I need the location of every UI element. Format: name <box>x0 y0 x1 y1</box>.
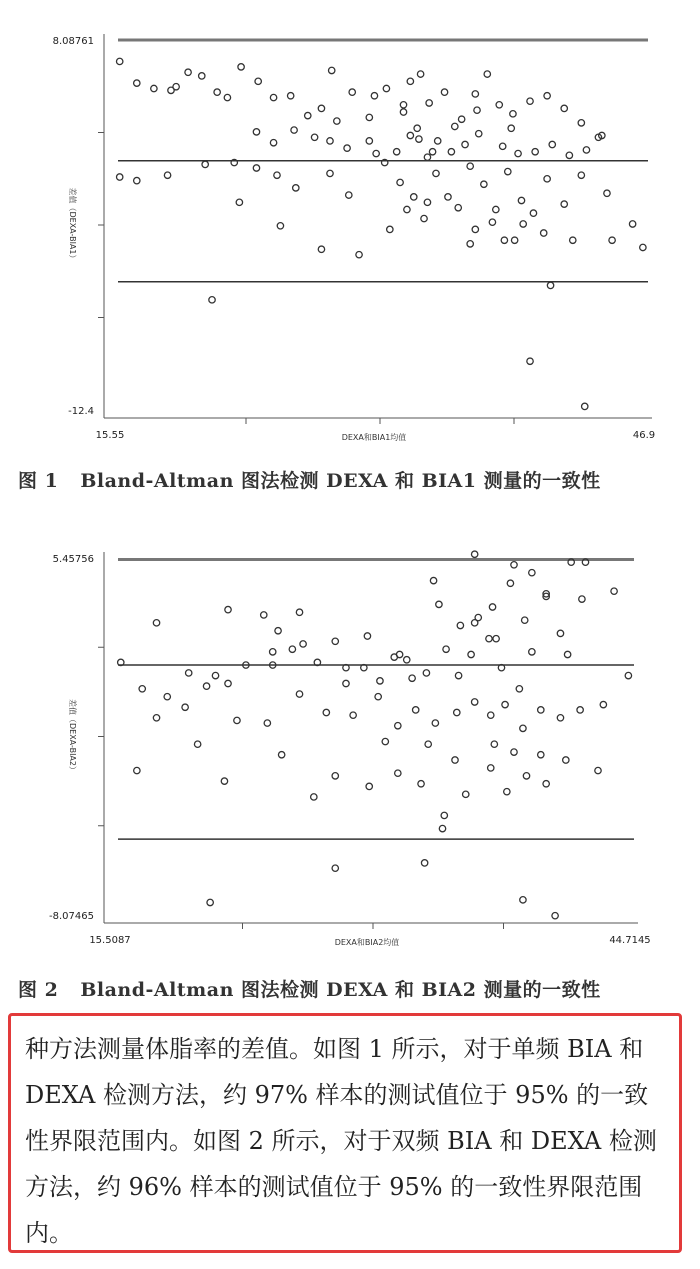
data-point <box>561 201 567 207</box>
data-point <box>523 773 529 779</box>
data-point <box>225 680 231 686</box>
data-point <box>404 657 410 663</box>
data-point <box>289 646 295 652</box>
data-point <box>486 635 492 641</box>
data-point <box>343 680 349 686</box>
data-point <box>414 125 420 131</box>
data-point <box>600 701 606 707</box>
data-point <box>489 604 495 610</box>
data-point <box>327 138 333 144</box>
data-point <box>164 172 170 178</box>
data-point <box>349 89 355 95</box>
data-point <box>382 738 388 744</box>
data-point <box>395 770 401 776</box>
figure-1-number: 图 1 <box>18 470 59 492</box>
data-point <box>261 612 267 618</box>
data-point <box>318 105 324 111</box>
data-point <box>570 237 576 243</box>
data-point <box>435 138 441 144</box>
data-point <box>334 118 340 124</box>
data-point <box>544 176 550 182</box>
data-point <box>407 78 413 84</box>
data-point <box>323 709 329 715</box>
data-point <box>383 85 389 91</box>
data-point <box>311 794 317 800</box>
data-point <box>529 570 535 576</box>
data-point <box>515 150 521 156</box>
data-point <box>344 145 350 151</box>
data-point <box>134 80 140 86</box>
data-point <box>311 134 317 140</box>
data-point <box>547 282 553 288</box>
data-point <box>507 580 513 586</box>
data-point <box>520 221 526 227</box>
data-point <box>511 237 517 243</box>
data-point <box>356 251 362 257</box>
data-point <box>225 606 231 612</box>
data-point <box>291 127 297 133</box>
data-point <box>182 704 188 710</box>
data-point <box>407 132 413 138</box>
data-point <box>527 98 533 104</box>
data-point <box>564 651 570 657</box>
data-point <box>452 757 458 763</box>
data-point <box>203 683 209 689</box>
data-point <box>426 100 432 106</box>
data-point <box>557 715 563 721</box>
data-point <box>499 143 505 149</box>
data-point <box>471 551 477 557</box>
data-point <box>481 181 487 187</box>
data-point <box>400 102 406 108</box>
data-point <box>350 712 356 718</box>
data-point <box>300 641 306 647</box>
data-point <box>329 67 335 73</box>
data-point <box>116 174 122 180</box>
data-point <box>332 638 338 644</box>
data-point <box>518 197 524 203</box>
x-axis-title: DEXA和BIA1均值 <box>341 433 407 442</box>
data-point <box>511 749 517 755</box>
data-point <box>472 226 478 232</box>
y-axis-title: 差值（DEXA-BIA1） <box>68 187 77 263</box>
figure-2-caption <box>18 975 601 1002</box>
data-point <box>417 71 423 77</box>
x-axis-title: DEXA和BIA2均值 <box>334 938 400 947</box>
data-point <box>493 206 499 212</box>
data-point <box>561 105 567 111</box>
data-point <box>411 194 417 200</box>
data-point <box>199 73 205 79</box>
figure-2-title: Bland-Altman 图法检测 DEXA 和 BIA2 测量的一致性 <box>80 979 601 1001</box>
data-point <box>412 707 418 713</box>
data-point <box>538 707 544 713</box>
data-point <box>640 244 646 250</box>
data-point <box>455 672 461 678</box>
data-point <box>488 765 494 771</box>
chart-2-plot <box>0 530 700 970</box>
data-point <box>471 699 477 705</box>
data-point <box>332 773 338 779</box>
data-point <box>327 170 333 176</box>
data-point <box>463 791 469 797</box>
body-paragraph: 种方法测量体脂率的差值。如图 1 所示，对于单频 BIA 和 DEXA 检测方法，约 97% 样本的测试值位于 95% 的一致性界限范围内。如图 2 所示，对于双频 BIA 和 DEXA 检测方法，约 96% 样本的测试值位于 95% 的一致性界限范围内。 <box>25 1035 657 1247</box>
data-point <box>366 114 372 120</box>
data-point <box>366 138 372 144</box>
data-point <box>433 170 439 176</box>
data-point <box>224 94 230 100</box>
figure-1-caption <box>18 466 601 493</box>
data-point <box>544 93 550 99</box>
bland-altman-chart-2 <box>0 530 700 1010</box>
data-point <box>409 675 415 681</box>
data-point <box>425 741 431 747</box>
x-tick-label-left: 15.55 <box>95 430 125 441</box>
y-tick-label-top: 5.45756 <box>52 554 94 565</box>
data-point <box>153 715 159 721</box>
data-point <box>452 123 458 129</box>
data-point <box>375 694 381 700</box>
data-point <box>457 622 463 628</box>
data-point <box>429 149 435 155</box>
data-point <box>207 899 213 905</box>
data-point <box>234 717 240 723</box>
data-point <box>502 701 508 707</box>
data-point <box>346 192 352 198</box>
data-point <box>579 596 585 602</box>
data-point <box>522 617 528 623</box>
data-point <box>488 712 494 718</box>
data-point <box>530 210 536 216</box>
data-point <box>577 707 583 713</box>
data-point <box>194 741 200 747</box>
data-point <box>400 109 406 115</box>
data-point <box>445 194 451 200</box>
data-point <box>424 199 430 205</box>
data-point <box>395 723 401 729</box>
data-point <box>387 226 393 232</box>
data-point <box>305 112 311 118</box>
data-point <box>439 825 445 831</box>
data-point <box>432 720 438 726</box>
data-point <box>277 223 283 229</box>
data-point <box>543 781 549 787</box>
x-tick-label-right: 44.7145 <box>609 935 651 946</box>
data-point <box>527 358 533 364</box>
data-point <box>253 129 259 135</box>
data-point <box>491 741 497 747</box>
y-tick-label-bottom: -8.07465 <box>49 911 94 922</box>
y-tick-label-top: 8.08761 <box>52 36 94 47</box>
data-point <box>221 778 227 784</box>
data-point <box>510 111 516 117</box>
data-point <box>278 752 284 758</box>
data-point <box>421 215 427 221</box>
y-axis-title: 差值（DEXA-BIA2） <box>68 698 77 775</box>
data-point <box>625 672 631 678</box>
data-point <box>468 651 474 657</box>
data-point <box>467 241 473 247</box>
data-point <box>455 205 461 211</box>
figure-1-title: Bland-Altman 图法检测 DEXA 和 BIA1 测量的一致性 <box>80 470 601 492</box>
data-point <box>484 71 490 77</box>
data-point <box>212 672 218 678</box>
data-point <box>467 163 473 169</box>
data-point <box>270 140 276 146</box>
data-point <box>549 141 555 147</box>
data-point <box>538 752 544 758</box>
data-point <box>377 678 383 684</box>
data-point <box>139 686 145 692</box>
data-point <box>116 58 122 64</box>
data-point <box>611 588 617 594</box>
data-point <box>474 107 480 113</box>
data-point <box>253 165 259 171</box>
data-point <box>364 633 370 639</box>
data-point <box>332 865 338 871</box>
x-tick-label-left: 15.5087 <box>89 935 131 946</box>
data-point <box>472 91 478 97</box>
data-point <box>293 185 299 191</box>
data-point <box>296 609 302 615</box>
data-point <box>430 577 436 583</box>
data-point <box>164 694 170 700</box>
data-point <box>423 670 429 676</box>
x-tick-label-right: 46.9 <box>632 430 656 441</box>
data-point <box>476 130 482 136</box>
data-point <box>185 69 191 75</box>
highlighted-body-text <box>8 1013 682 1253</box>
data-point <box>529 649 535 655</box>
data-point <box>582 403 588 409</box>
data-point <box>595 767 601 773</box>
data-point <box>436 601 442 607</box>
data-point <box>424 154 430 160</box>
data-point <box>505 168 511 174</box>
data-point <box>475 614 481 620</box>
data-point <box>214 89 220 95</box>
data-point <box>296 691 302 697</box>
data-point <box>270 649 276 655</box>
data-point <box>275 628 281 634</box>
data-point <box>508 125 514 131</box>
data-point <box>391 654 397 660</box>
data-point <box>173 84 179 90</box>
data-point <box>501 237 507 243</box>
data-point <box>264 720 270 726</box>
data-point <box>134 177 140 183</box>
data-point <box>421 860 427 866</box>
data-point <box>443 646 449 652</box>
data-point <box>609 237 615 243</box>
data-point <box>441 89 447 95</box>
data-point <box>236 199 242 205</box>
data-point <box>274 172 280 178</box>
data-point <box>202 161 208 167</box>
data-point <box>504 788 510 794</box>
data-point <box>583 147 589 153</box>
data-point <box>493 635 499 641</box>
data-point <box>557 630 563 636</box>
data-point <box>270 94 276 100</box>
data-point <box>441 812 447 818</box>
data-point <box>373 150 379 156</box>
data-point <box>151 85 157 91</box>
data-point <box>404 206 410 212</box>
data-point <box>366 783 372 789</box>
data-point <box>520 897 526 903</box>
data-point <box>532 149 538 155</box>
chart-1-plot <box>0 0 700 460</box>
data-point <box>520 725 526 731</box>
data-point <box>462 141 468 147</box>
data-point <box>255 78 261 84</box>
bland-altman-chart-1 <box>0 0 700 500</box>
y-tick-label-bottom: -12.4 <box>68 406 94 417</box>
data-point <box>418 781 424 787</box>
data-point <box>393 149 399 155</box>
data-point <box>604 190 610 196</box>
data-point <box>209 297 215 303</box>
data-point <box>318 246 324 252</box>
data-point <box>134 767 140 773</box>
data-point <box>416 136 422 142</box>
data-point <box>511 562 517 568</box>
data-point <box>371 93 377 99</box>
data-point <box>578 172 584 178</box>
data-point <box>448 149 454 155</box>
data-point <box>454 709 460 715</box>
data-point <box>516 686 522 692</box>
data-point <box>489 219 495 225</box>
data-point <box>153 620 159 626</box>
data-point <box>458 116 464 122</box>
data-point <box>629 221 635 227</box>
data-point <box>541 230 547 236</box>
figure-2-number: 图 2 <box>18 979 59 1001</box>
data-point <box>238 64 244 70</box>
data-point <box>397 179 403 185</box>
data-point <box>563 757 569 763</box>
data-point <box>552 912 558 918</box>
data-point <box>566 152 572 158</box>
data-point <box>496 102 502 108</box>
data-point <box>185 670 191 676</box>
data-point <box>578 120 584 126</box>
data-point <box>287 93 293 99</box>
